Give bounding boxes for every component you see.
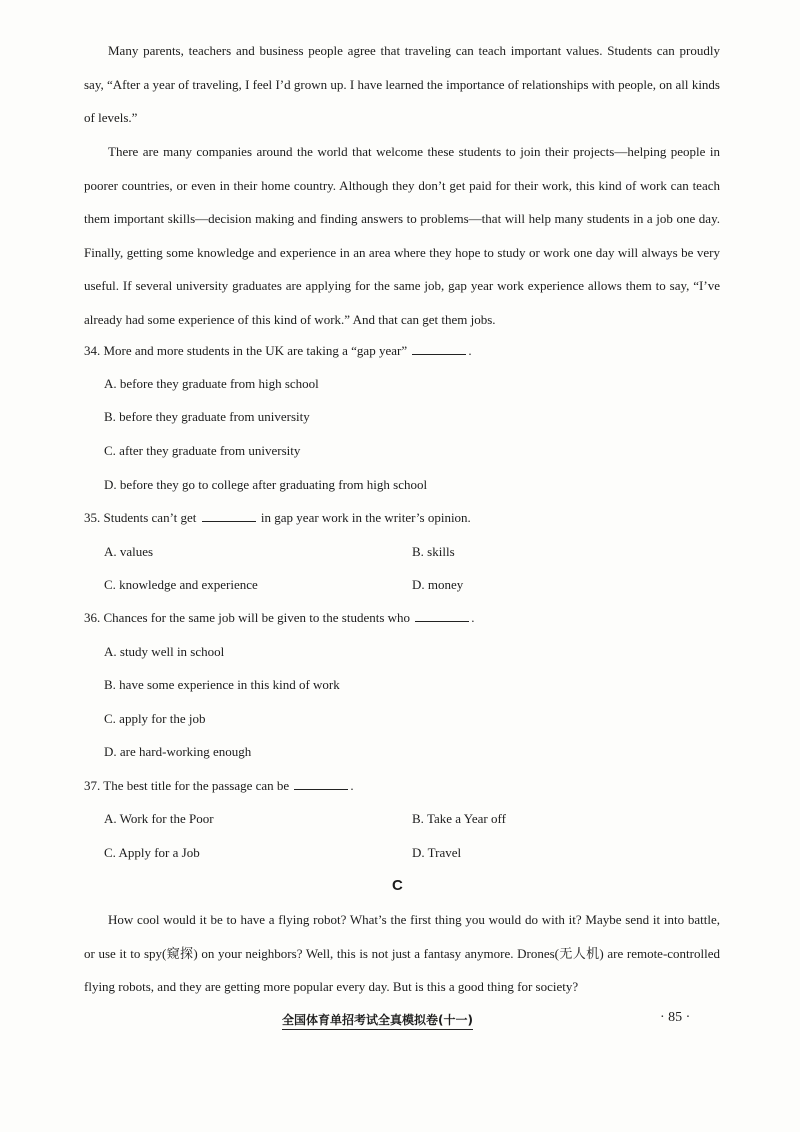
answer-blank bbox=[412, 343, 466, 355]
answer-blank bbox=[294, 778, 348, 790]
passage-paragraph-2: There are many companies around the world that welcome these students to join their projects—helping people in poorer countries, or even in their home country. Although they don’t get paid for their work, this kind of work can teach them important skills—decision making and finding answers to problems—that will help many students in a job one day. Finally, getting some knowledge and experience in an area where they hope to study or work one day will always be very useful. If several university graduates are applying for the same job, gap year work experience allows them to say, “I’ve already had some experience of this kind of work.” And that can get them jobs. bbox=[84, 144, 720, 327]
question-37-stem bbox=[84, 778, 724, 794]
answer-blank bbox=[415, 610, 469, 622]
question-34-option-d: D. before they go to college after graduating from high school bbox=[104, 477, 428, 492]
question-number: 36. bbox=[84, 610, 101, 625]
page-number: · 85 · bbox=[660, 1010, 691, 1025]
question-34-option-a: A. before they graduate from high school bbox=[104, 376, 319, 391]
question-37-option-a: A. Work for the Poor bbox=[104, 811, 214, 826]
answer-blank bbox=[202, 510, 256, 522]
section-c-heading: C bbox=[392, 877, 403, 894]
question-35-option-b: B. skills bbox=[412, 544, 455, 559]
question-37-option-c: C. Apply for a Job bbox=[104, 845, 200, 860]
footer-title: 全国体育单招考试全真模拟卷(十一) bbox=[282, 1011, 473, 1030]
passage-paragraph-1: Many parents, teachers and business people agree that traveling can teach important values. Students can proudly say, “After a year of traveling, I feel I’d grown up. I have learned the importance of relationships with people, on all kinds of levels.” bbox=[84, 43, 720, 125]
question-text-end: in gap year work in the writer’s opinion. bbox=[260, 510, 471, 525]
question-35-option-c: C. knowledge and experience bbox=[104, 577, 258, 592]
question-36-option-b: B. have some experience in this kind of work bbox=[104, 677, 340, 692]
question-number: 34. bbox=[84, 343, 101, 358]
question-34-option-c: C. after they graduate from university bbox=[104, 443, 301, 458]
question-37-option-d: D. Travel bbox=[412, 845, 462, 860]
question-36-option-d: D. are hard-working enough bbox=[104, 744, 252, 759]
question-number: 37. bbox=[84, 778, 101, 793]
question-text: Students can’t get bbox=[103, 510, 197, 525]
question-text: Chances for the same job will be given to the students who bbox=[103, 610, 411, 625]
question-36-stem bbox=[84, 610, 724, 626]
question-35-option-a: A. values bbox=[104, 544, 154, 559]
question-text-end: . bbox=[350, 778, 354, 793]
question-37-option-b: B. Take a Year off bbox=[412, 811, 506, 826]
question-36-option-c: C. apply for the job bbox=[104, 711, 206, 726]
question-35-option-d: D. money bbox=[412, 577, 464, 592]
question-text-end: . bbox=[471, 610, 475, 625]
question-number: 35. bbox=[84, 510, 101, 525]
question-text: The best title for the passage can be bbox=[103, 778, 290, 793]
question-34-option-b: B. before they graduate from university bbox=[104, 409, 310, 424]
question-34-stem bbox=[84, 343, 724, 359]
question-35-stem bbox=[84, 510, 724, 526]
question-36-option-a: A. study well in school bbox=[104, 644, 225, 659]
section-c-paragraph-1: How cool would it be to have a flying robot? What’s the first thing you would do with it? Maybe send it into battle, or use it to spy(窥探) on your neighbors? Well, this is not just a fantasy anymore. Drones(无人机) are remote-controlled flying robots, and they are getting more popular every day. But is this a good thing for society? bbox=[84, 912, 720, 994]
question-text: More and more students in the UK are taking a “gap year” bbox=[103, 343, 408, 358]
question-text-end: . bbox=[468, 343, 472, 358]
